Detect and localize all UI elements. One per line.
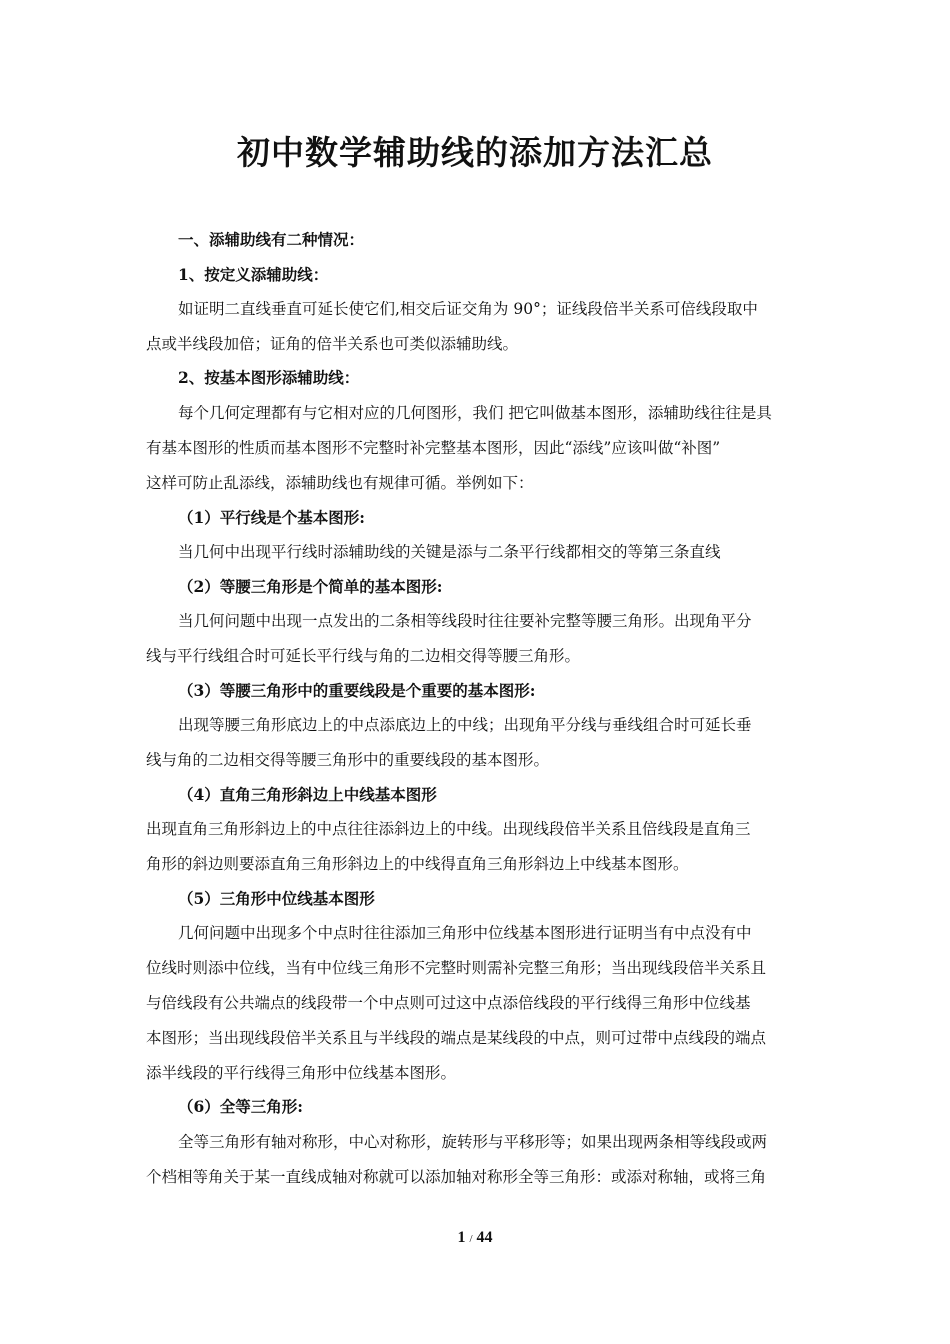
paragraph-line: 全等三角形有轴对称形，中心对称形，旋转形与平移形等；如果出现两条相等线段或两 xyxy=(178,1133,768,1151)
subsection-heading: 1、按定义添辅助线： xyxy=(178,265,329,284)
paragraph-line: 几何问题中出现多个中点时往往添加三角形中位线基本图形进行证明当有中点没有中 xyxy=(178,924,752,942)
paragraph-line: 角形的斜边则要添直角三角形斜边上的中线得直角三角形斜边上中线基本图形。 xyxy=(146,855,689,873)
page-separator: / xyxy=(469,1233,473,1245)
paragraph-line: 如证明二直线垂直可延长使它们,相交后证交角为 90°；证线段倍半关系可倍线段取中 xyxy=(178,300,758,318)
paragraph-line: 每个几何定理都有与它相对应的几何图形，我们 把它叫做基本图形，添辅助线往往是具 xyxy=(178,404,772,422)
item-heading: （6）全等三角形: xyxy=(178,1097,304,1116)
page-current: 1 xyxy=(457,1229,466,1246)
item-heading: （3）等腰三角形中的重要线段是个重要的基本图形: xyxy=(178,681,536,700)
paragraph-line: 当几何中出现平行线时添辅助线的关键是添与二条平行线都相交的等第三条直线 xyxy=(178,543,721,561)
paragraph-line: 点或半线段加倍；证角的倍半关系也可类似添辅助线。 xyxy=(146,335,519,353)
paragraph-line: 当几何问题中出现一点发出的二条相等线段时往往要补完整等腰三角形。出现角平分 xyxy=(178,612,752,630)
subsection-heading: 2、按基本图形添辅助线： xyxy=(178,368,360,387)
paragraph-line: 出现等腰三角形底边上的中点添底边上的中线；出现角平分线与垂线组合时可延长垂 xyxy=(178,716,752,734)
paragraph-line: 添半线段的平行线得三角形中位线基本图形。 xyxy=(146,1064,457,1082)
item-heading: （1）平行线是个基本图形: xyxy=(178,508,366,527)
document-title: 初中数学辅助线的添加方法汇总 xyxy=(237,133,713,172)
paragraph-line: 有基本图形的性质而基本图形不完整时补完整基本图形，因此“添线”应该叫做“补图” xyxy=(146,439,721,457)
page-number xyxy=(0,1229,950,1247)
paragraph-line: 个档相等角关于某一直线成轴对称就可以添加轴对称形全等三角形：或添对称轴，或将三角 xyxy=(146,1168,767,1186)
paragraph-line: 线与角的二边相交得等腰三角形中的重要线段的基本图形。 xyxy=(146,751,550,769)
paragraph-line: 这样可防止乱添线，添辅助线也有规律可循。举例如下： xyxy=(146,474,534,492)
paragraph-line: 线与平行线组合时可延长平行线与角的二边相交得等腰三角形。 xyxy=(146,647,581,665)
paragraph-line: 与倍线段有公共端点的线段带一个中点则可过这中点添倍线段的平行线得三角形中位线基 xyxy=(146,994,751,1012)
paragraph-line: 本图形；当出现线段倍半关系且与半线段的端点是某线段的中点，则可过带中点线段的端点 xyxy=(146,1029,767,1047)
paragraph-line: 出现直角三角形斜边上的中点往往添斜边上的中线。出现线段倍半关系且倍线段是直角三 xyxy=(146,820,751,838)
section-heading: 一、添辅助线有二种情况： xyxy=(178,230,365,249)
paragraph-line: 位线时则添中位线，当有中位线三角形不完整时则需补完整三角形；当出现线段倍半关系且 xyxy=(146,959,767,977)
item-heading: （4）直角三角形斜边上中线基本图形 xyxy=(178,785,437,804)
item-heading: （2）等腰三角形是个简单的基本图形: xyxy=(178,577,443,596)
item-heading: （5）三角形中位线基本图形 xyxy=(178,889,375,908)
page-total: 44 xyxy=(476,1229,493,1246)
